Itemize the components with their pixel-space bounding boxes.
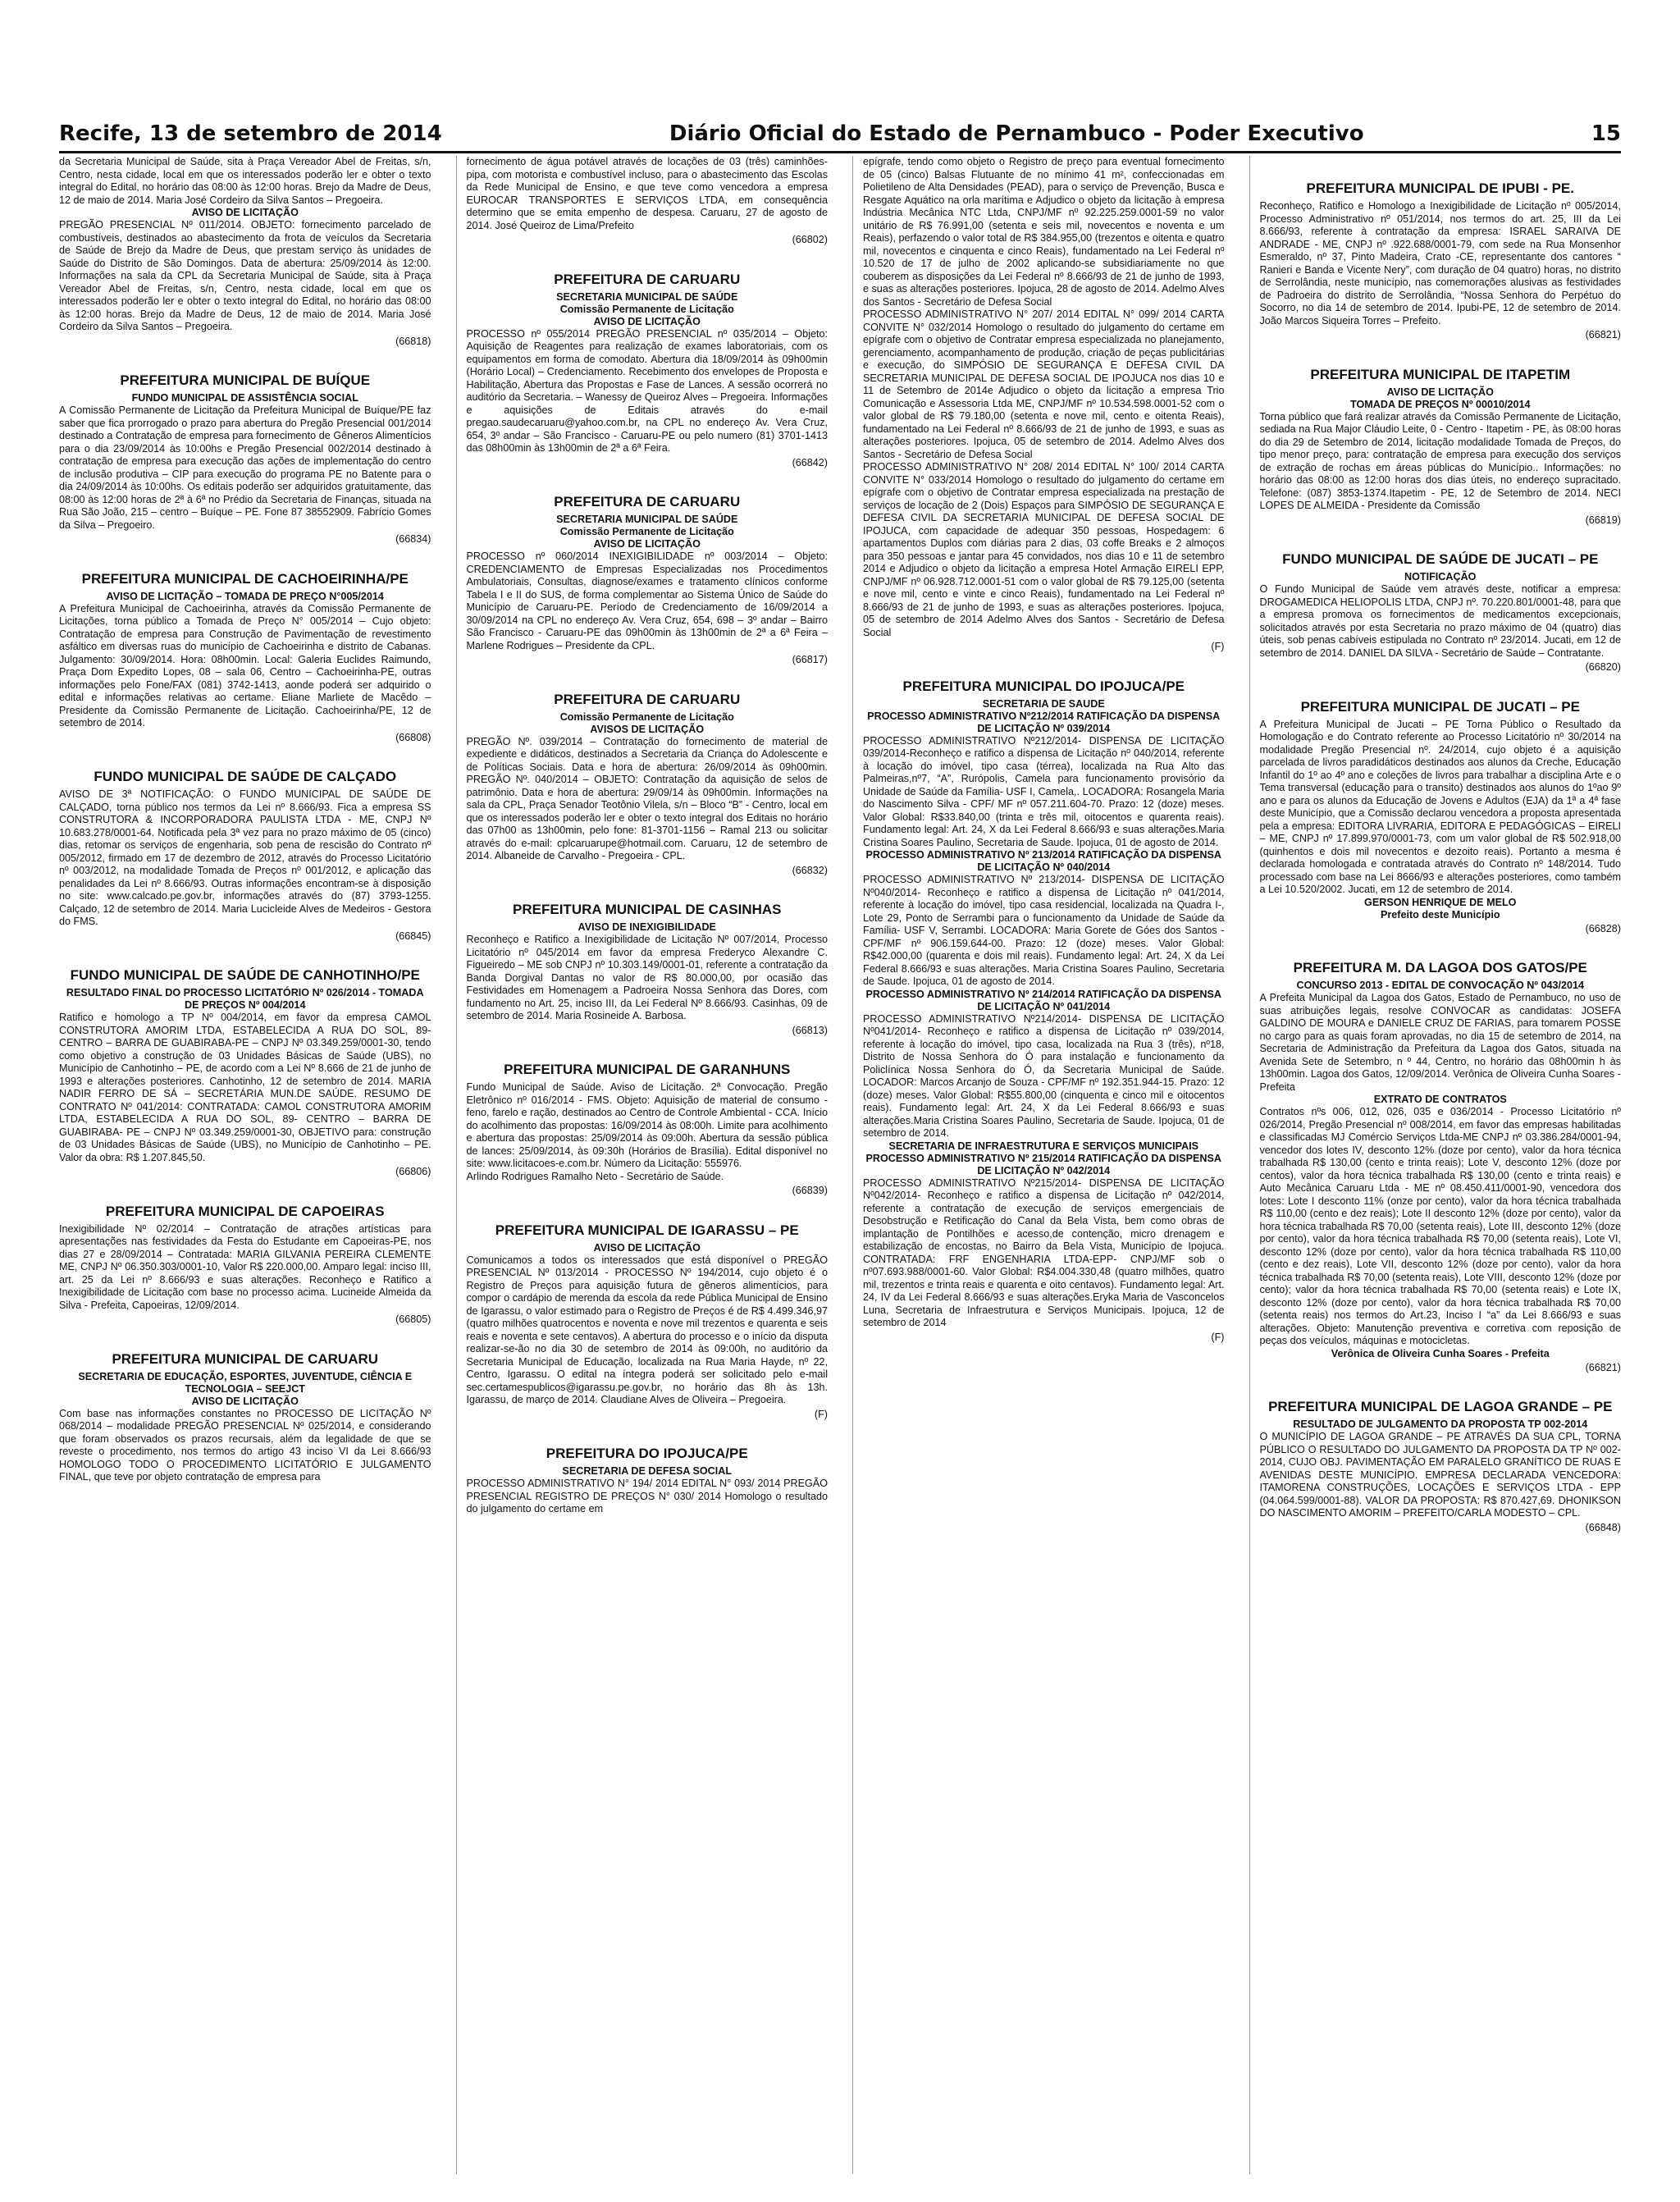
- notice-code: (66828): [1585, 922, 1621, 934]
- notice-subheading: SECRETARIA MUNICIPAL DE SAÚDE: [556, 290, 738, 303]
- page-number: 15: [1591, 121, 1621, 146]
- notice-subheading: Comissão Permanente de Licitação: [559, 710, 734, 723]
- notice-heading: PREFEITURA MUNICIPAL DE GARANHUNS: [504, 1062, 791, 1077]
- notice-code: (66839): [792, 1185, 828, 1196]
- notice-code: (66821): [1585, 329, 1621, 340]
- notice-text: O MUNICÍPIO DE LAGOA GRANDE – PE ATRAVÉS DA SUA CPL, TORNA PÚBLICO O RESULTADO DO JULGAMENTO DA PROPOSTA DA TP Nº 002-2014, CUJO OBJ. PAVIMENTAÇÃO EM PARALELO GRANÍTICO DE RUAS E AVENIDAS DESTE MUNICÍPIO. EMPRESA DECLARADA VENCEDORA: ITAMORENA CONSTRUÇÕES, LOCAÇÕES E SERVIÇOS LTDA - EPP (04.064.599/0001-88). VALOR DA PROPOSTA: R$ 870.427,69. DHONIKSON DO NASCIMENTO AMORIM – PREFEITO/CARLA MODESTO – CPL.: [1259, 1431, 1621, 1519]
- notice-text: Arlindo Rodrigues Ramalho Neto - Secretário de Saúde.: [466, 1170, 724, 1182]
- columns: [59, 156, 1621, 2174]
- column-2: [456, 156, 829, 2174]
- notice-subheading: FUNDO MUNICIPAL DE ASSISTÊNCIA SOCIAL: [131, 392, 358, 404]
- notice-code: (66848): [1585, 1521, 1621, 1533]
- notice-subheading: Comissão Permanente de Licitação: [559, 526, 734, 537]
- notice-heading: PREFEITURA MUNICIPAL DE LAGOA GRANDE – PE: [1268, 1399, 1613, 1414]
- notice-subheading: PROCESSO ADMINISTRATIVO Nº212/2014 RATIFICAÇÃO DA DISPENSA DE LICITAÇÃO Nº 039/2014: [867, 710, 1221, 734]
- notice-code: (66821): [1585, 1361, 1621, 1373]
- notice-subheading: AVISO DE LICITAÇÃO: [191, 1395, 299, 1407]
- notice-text: fornecimento de água potável através de locações de 03 (três) caminhões-pipa, com motorista e combustível incluso, para o abastecimento das Escolas da Rede Municipal de Ensino, e que teve como vencedora a empresa EUROCAR TRANSPORTES E SERVIÇOS LTDA, em consequência determino que se emita empenho de despesa. Caruaru, 27 de agosto de 2014. José Queiroz de Lima/Prefeito: [466, 156, 828, 231]
- notice-text: PROCESSO ADMINISTRATIVO N° 207/ 2014 EDITAL N° 099/ 2014 CARTA CONVITE N° 032/2014 Homologo o resultado do julgamento do certame em epígrafe com o objetivo de Contratar empresa especializada no planejamento, gerenciamento, acompanhamento de produção, criação de peças publicitárias e execução, do SIMPÓSIO DE SEGURANÇA E DEFESA CIVIL DA SECRETARIA MUNICIPAL DE DEFESA SOCIAL DE IPOJUCA nos dias 10 e 11 de Setembro de 2014e Adjudico o objeto da licitação a empresa Trio Comunicação e Assessoria Ltda ME, CNPJ/MF nº 10.534.598.0001-52 com o valor global de R$ 79.180,00 (setenta e nove mil, cento e oitenta Reais), fundamentado na Lei Federal nº 8.666/93 de 21 de junho de 1993, e suas as alterações posteriores. Ipojuca, 05 de setembro de 2014. Adelmo Alves dos Santos - Secretário de Defesa Social: [863, 308, 1225, 460]
- notice-heading: PREFEITURA MUNICIPAL DE IPUBI - PE.: [1306, 180, 1574, 196]
- notice-text: A Prefeita Municipal da Lagoa dos Gatos, Estado de Pernambuco, no uso de suas atribuições legais, resolve CONVOCAR as candidatas: JOSEFA GALDINO DE MOURA e DANIELE CRUZ DE FARIAS, para tomarem POSSE no cargo para as quais foram aprovadas, no dia 15 de setembro de 2014, na Secretaria de Administração da Prefeitura da Lagoa dos Gatos, situada na Avenida Sete de Setembro, n º 44, Centro, no horário das 08h00min h às 13h00min. Lagoa dos Gatos, 12/09/2014. Verônica de Oliveira Cunha Soares - Prefeita: [1259, 992, 1621, 1093]
- notice-subheading: SECRETARIA MUNICIPAL DE SAÚDE: [556, 514, 738, 525]
- notice-subheading: AVISO DE LICITAÇÃO: [191, 207, 299, 218]
- notice-heading: PREFEITURA DE CARUARU: [554, 271, 741, 287]
- notice-subheading: SECRETARIA DE INFRAESTRUTURA E SERVIÇOS MUNICIPAIS PROCESSO ADMINISTRATIVO Nº 215/2014 RATIFICAÇÃO DA DISPENSA DE LICITAÇÃO Nº 042/2014: [865, 1140, 1222, 1176]
- notice-subheading: AVISO DE INEXIGIBILIDADE: [578, 921, 716, 933]
- notice-text: A Comissão Permanente de Licitação da Prefeitura Municipal de Buíque/PE faz saber que fica prorrogado o prazo para abertura do Pregão Presencial 001/2014 destinado a Contratação de empresa para fornecimento de Gêneros Alimentícios para o dia 23/09/2014 às 10:00hs e Pregão Presencial 002/2014 destinado à contratação de empresa para execução das ações de implementação do centro de inclusão produtiva – CIP para execução do programa PE no Batente para o dia 24/09/2014 às 10:00hs. Os editais poderão ser adquiridos gratuitamente, das 08:00 às 12:00 horas de 2ª à 6ª no Prédio da Secretaria de Finanças, situada na Rua São João, 215 – centro – Buíque – PE. Fone 87 38552909. Fabrício Gomes da Silva – Pregoeiro.: [59, 404, 431, 531]
- column-3: [852, 156, 1225, 2174]
- notice-text: O Fundo Municipal de Saúde vem através deste, notificar a empresa: DROGAMEDICA HELIOPOLIS LTDA, CNPJ nº. 70.220.801/0001-48, para que a empresa promova os fornecimentos de medicamentos excepcionais, solicitados através por esta Secretaria no prazo máximo de 04 (quatro) dias úteis, sob penas cabíveis estipulada no Contrato nº 23/2014. Jucati, em 12 de setembro de 2014. DANIEL DA SILVA - Secretário de Saúde – Contratante.: [1259, 583, 1621, 659]
- notice-code: (F): [1211, 641, 1225, 652]
- notice-subheading: Comissão Permanente de Licitação: [559, 303, 734, 315]
- notice-text: A Prefeitura Municipal de Jucati – PE Torna Público o Resultado da Homologação e do Contrato referente ao Processo Licitatório nº 30/2014 na modalidade Pregão Presencial nº. 24/2014, cujo objeto é a aquisição parcelada de livros paradidáticos destinados aos alunos da Creche, Educação Infantil do 1º ao 4º ano e coleções de livros para trabalhar a disciplina Arte e o Tema transversal (educação para o transito) destinados aos alunos do 1ºao 9º ano e para os alunos da Educação de Jovens e Adultos (EJA) da 1ª a 4ª fase deste Município, que a Comissão declarou vencedora a proposta apresentada pela a empresa: EDITORA LIVRARIA, EDITORA E PEDAGÓGICAS – EIRELI – ME, CNPJ nº 17.899.970/0001-73, com um valor global de R$ 502.918,00 (quinhentos e dois mil novecentos e dezoito reais). Portanto a mesma é declarada homologada e contratada através do Contrato nº 148/2014. Tudo processado com base na Lei 8666/93 e alterações posteriores, como também a Lei 10.520/2002. Jucati, em 12 de setembro de 2014.: [1259, 718, 1621, 895]
- notice-heading: PREFEITURA MUNICIPAL DE IGARASSU – PE: [495, 1222, 799, 1238]
- notice-heading: PREFEITURA M. DA LAGOA DOS GATOS/PE: [1293, 960, 1587, 975]
- notice-text: Torna público que fará realizar através da Comissão Permanente de Licitação, sediada na Rua Major Cláudio Leite, 0 - Centro - Itapetim - PE, às 08:00 horas do dia 29 de Setembro de 2014, licitação modalidade Tomada de Preços, do tipo menor preço, para: contratação de empresa para execução dos serviços de extração de rochas em áreas públicas do Município.. Informações: no horário das 08:00 as 12:00 horas dos dias úteis, no endereço supracitado. Telefone: (087) 3853-1374.Itapetim - PE, 12 de Setembro de 2014. NECI LOPES DE ALMEIDA - Presidente da Comissão: [1259, 410, 1621, 511]
- notice-text: PROCESSO ADMINISTRATIVO Nº 213/2014- DISPENSA DE LICITAÇÃO Nº040/2014- Reconheço e ratifico a dispensa de Licitação nº 041/2014, referente à locação do imóvel, tipo casa residencial, localizada na Quadra I-, Lote 29, Ponto de Serrambi para o funcionamento da Unidade de Saúde da Família- USF V, Serrambi. LOCADORA: Maria Gorete de Góes dos Santos - CPF/MF nº 906.159.644-00. Prazo: 12 (doze) meses. Valor Global: R$42.000,00 (quarenta e dois mil reais). Fundamento legal: Art. 24, X da Lei Federal 8.666/93 e suas alterações. Maria Cristina Soares Paulino, Secretaria de Saude. Ipojuca, 01 de agosto de 2014.: [863, 874, 1225, 987]
- masthead-title: Diário Oficial do Estado de Pernambuco - Poder Executivo: [669, 121, 1364, 146]
- notice-code: (66820): [1585, 661, 1621, 673]
- notice-code: (66842): [792, 456, 828, 468]
- notice-text: Reconheço e Ratifico a Inexigibilidade de Licitação Nº 007/2014, Processo Licitatório nº 045/2014 em favor da empresa Frederyco Alexandre C. Figueiredo – ME sob CNPJ nº 10.303.149/0001-01, referente a contratação da Banda Dorgival Dantas no valor de R$ 80.000,00, por ocasião das Festividades em Homenagem a Padroeira Nossa Senhora das Dores, com fundamento no Art. 25, inciso III, da Lei Federal Nº 8.666/93. Casinhas, 09 de setembro de 2014. Maria Rosineide A. Barbosa.: [466, 934, 828, 1021]
- notice-text: Inexigibilidade Nº 02/2014 – Contratação de atrações artísticas para apresentações nas festividades da Festa do Estudante em Capoeiras-PE, nos dias 27 e 28/09/2014 – Contratada: MARIA GILVANIA PEREIRA CLEMENTE ME, CNPJ Nº 06.350.303/0001-10, Valor R$ 220.000,00. Amparo legal: inciso III, art. 25 da Lei nº 8.666/93 e suas alterações. Reconheço e Ratifico a Inexigibilidade de Licitação com base no processo acima. Lucineide Almeida da Silva - Prefeita, Capoeiras, 12/09/2014.: [59, 1222, 431, 1311]
- notice-text: epígrafe, tendo como objeto o Registro de preço para eventual fornecimento de 05 (cinco) Balsas Flutuante de no mínimo 41 m², confeccionadas em Polietileno de Alta Densidades (PEAD), para o serviço de Prevenção, Busca e Resgate Aquático na orla marítima e Adjudico o objeto da licitação à empresa Indústria Mecânica NTC Ltda, CNPJ/MF nº 92.225.259.0001-59 no valor unitário de R$ 76.991,00 (setenta e seis mil, novecentos e noventa e um Reais), perfazendo o valor total de R$ 384.955,00 (trezentos e oitenta e quatro mil, novecentos e cinquenta e cinco Reais), fundamentado na Lei Federal nº 10.520 de 17 de julho de 2002 aplicando-se subsidiariamente no que couberem as disposições da Lei Federal nº 8.666/93 de 21 de junho de 1993, e suas as alterações posteriores. Ipojuca, 28 de agosto de 2014. Adelmo Alves dos Santos - Secretário de Defesa Social: [863, 156, 1225, 308]
- notice-text: Reconheço, Ratifico e Homologo a Inexigibilidade de Licitação nº 005/2014, Processo Administrativo nº 051/2014, nos termos do art. 25, III da Lei 8.666/93, referente à contratação da empresa: ISRAEL SARAIVA DE ANDRADE - ME, CNPJ nº .922.688/0001-79, com sede na Rua Monsenhor Esmeraldo, nº 37, Pinto Madeira, Crato -CE, representante dos cantores “ Ranieri e Banda e Vicente Nery”, com duração de 04 quatro) horas, no distrito de Serrolândia, neste município, nas comemorações alusivas as festividades de Padroeira do distrito de Serrolândia, “Nossa Senhora do Perpétuo do Socorro, no dia 14 de setembro de 2014. Ipubi-PE, 12 de setembro de 2014. João Marcos Siqueira Torres – Prefeito.: [1259, 200, 1621, 327]
- notice-text: PROCESSO ADMINISTRATIVO Nº215/2014- DISPENSA DE LICITAÇÃO Nº042/2014- Reconheço e ratifico a dispensa de Licitação nº 042/2014, referente a contratação de execução de serviços emergenciais de Desobstrução e Retificação do Canal da Bela Vista, bem como obras de implantação de Pontilhões e acesso,de contenção, micro drenagem e estabilização de encostas, no Bairro da Bela Vista, Município de Ipojuca. CONTRATADA: FRF ENGENHARIA LTDA-EPP- CNPJ/MF sob o nº07.693.988/0001-60. Valor Global: R$4.004.330,48 (quatro milhões, quatro mil, trezentos e trinta reais e quarenta e oito centavos). Fundamento legal: Art. 24, IV da Lei Federal 8.666/93 e suas alterações.Eryka Maria de Vasconcelos Luna, Secretaria de Infraestrutura e Serviços Municipais. Ipojuca, 12 de setembro de 2014: [863, 1176, 1225, 1328]
- notice-heading: PREFEITURA MUNICIPAL DE CASINHAS: [513, 902, 782, 917]
- notice-text: PREGÃO Nº. 039/2014 – Contratação do fornecimento de material de expediente e didáticos, destinados a Secretaria da Criança do Adolescente e de Políticas Sociais. Data e hora de abertura: 26/09/2014 às 09h00min. PREGÃO Nº. 040/2014 – OBJETO: Contratação da aquisição de selos de patrimônio. Data e hora de abertura: 29/09/14 às 09h00min. Informações na sala da CPL, Praça Senador Teotônio Vilela, s/n – Bloco “B” - Centro, local em que os interessados poderão ler e obter o texto integral dos Editais no horário das 07h00 as 13h00min, pelo fone: 81-3701-1156 – Ramal 213 ou solicitar através do e-mail: cplcaruarupe@hotmail.com. Caruaru, 12 de setembro de 2014. Albaneide de Carvalho - Pregoeira - CPL.: [466, 735, 828, 861]
- notice-text: Ratifico e homologo a TP Nº 004/2014, em favor da empresa CAMOL CONSTRUTORA AMORIM LTDA, ESTABELECIDA A RUA DO SOL, 89- CENTRO – BARRA DE GUABIRABA-PE – CNPJ Nº 03.349.259/0001-30, tendo como objetivo a construção de 03 Unidades Básicas de Saúde (UBS), no Município de Canhotinho – PE, de acordo com a Lei Nº 8.666 de 21 de junho de 1993 e alterações posteriores. Canhotinho, 12 de setembro de 2014. MARIA NADIR FERRO DE SÁ – SECRETÁRIA MUN.DE SAÚDE. RESUMO DE CONTRATO Nº 041/2014: CONTRATADA: CAMOL CONSTRUTORA AMORIM LTDA, ESTABELECIDA A RUA DO SOL, 89- CENTRO – BARRA DE GUABIRABA- PE – CNPJ Nº 03.349.259/0001-30, OBJETIVO para: construção de 03 Unidades Básicas de Saúde (UBS), no Município de Canhotinho – PE. Valor da obra: R$ 1.207.845,50.: [59, 1012, 431, 1163]
- notice-heading: PREFEITURA MUNICIPAL DE CACHOEIRINHA/PE: [81, 570, 409, 587]
- notice-heading: PREFEITURA MUNICIPAL DO IPOJUCA/PE: [902, 678, 1185, 694]
- notice-heading: PREFEITURA MUNICIPAL DE CAPOEIRAS: [105, 1203, 385, 1219]
- notice-text: PROCESSO nº 055/2014 PREGÃO PRESENCIAL nº 035/2014 – Objeto: Aquisição de Reagentes para realização de exames laboratoriais, com os equipamentos em forma de comodato. Abertura dia 18/09/2014 às 09h00min (Horário Local) – Credenciamento. Recebimento dos envelopes de Proposta e Habilitação, Abertura das Propostas e Fase de Lances. A sessão ocorrerá no auditório da Secretaria. – Wanessy de Queiroz Alves – Pregoeira. Informações e aquisições de Editais através do e-mail pregao.saudecaruaru@yahoo.com.br, na CPL no endereço Av. Vera Cruz, 654, 3º andar – São Francisco - Caruaru-PE ou pelo numero (81) 3701-1413 das 08h00min às 13h00min de 2ª a 6ª Feira.: [466, 327, 828, 454]
- notice-text: PROCESSO ADMINISTRATIVO N° 194/ 2014 EDITAL N° 093/ 2014 PREGÃO PRESENCIAL REGISTRO DE PREÇOS N° 030/ 2014 Homologo o resultado do julgamento do certame em: [466, 1478, 828, 1514]
- notice-heading: PREFEITURA DE CARUARU: [554, 494, 741, 509]
- notice-text: Comunicamos a todos os interessados que está disponível o PREGÃO PRESENCIAL Nº 013/2014 - PROCESSO Nº 194/2014, cujo objeto é o Registro de Preços para aquisição futura de gêneros alimentícios, para compor o cardápio de merenda da escola da rede Pública Municipal de Ensino de Igarassu, o valor estimado para o Registro de Preços é de R$ 4.499.346,97 (quatro milhões quatrocentos e noventa e nove mil trezentos e quarenta e seis reais e noventa e sete centavos). A abertura do processo e o início da disputa realizar-se-ão no dia 30 de setembro de 2014 às 09:00h, no auditório da Secretaria Municipal de Educação, localizada na Rua Maria Hayde, nº 22, Centro, Igarassu. O edital na íntegra poderá ser solicitado pelo e-mail sec.certamespublicos@igarassu.pe.gov.br, no horário das 8h às 13h. Igarassu, de março de 2014. Claudiane Alves de Oliveira – Pregoeira.: [466, 1254, 828, 1405]
- notice-code: (66813): [792, 1024, 828, 1036]
- notice-heading: PREFEITURA MUNICIPAL DE ITAPETIM: [1310, 366, 1571, 382]
- notice-subheading: AVISO DE LICITAÇÃO – TOMADA DE PREÇO N°005/2014: [106, 590, 384, 602]
- notice-code: (F): [814, 1408, 828, 1420]
- notice-subheading: AVISO DE LICITAÇÃO: [1386, 386, 1494, 398]
- notice-code: (66819): [1585, 514, 1621, 526]
- notice-text: A Prefeitura Municipal de Cachoeirinha, através da Comissão Permanente de Licitações, torna público a Tomada de Preço N° 005/2014 – Cujo objeto: Contratação de empresa para Construção de Pavimentação de revestimento asfáltico em diversas ruas do município de Cachoeirinha e distrito de Cabanas. Julgamento: 30/09/2014. Hora: 08h00min. Local: Galeria Euclides Raimundo, Praça Dom Expedito Lopes, 08 – sala 06, Centro – Cachoeirinha-PE, outras informações pelo Fone/FAX (081) 3742-1413, aonde poderá ser adquirido o edital e informações relativas ao certame. Eliane Marliete de Macêdo – Presidente da Comissão Permanente de Licitação. Cachoeirinha/PE, 12 de setembro de 2014.: [59, 602, 431, 729]
- notice-code: (66845): [395, 930, 431, 942]
- notice-heading: FUNDO MUNICIPAL DE SAÚDE DE CALÇADO: [94, 769, 397, 784]
- notice-subheading: AVISO DE LICITAÇÃO: [593, 315, 701, 327]
- notice-heading: PREFEITURA MUNICIPAL DE BUÍQUE: [120, 372, 371, 388]
- notice-code: (66834): [395, 533, 431, 545]
- masthead-date: Recife, 13 de setembro de 2014: [59, 121, 442, 146]
- column-4: [1249, 156, 1622, 2174]
- notice-text: PROCESSO ADMINISTRATIVO N° 208/ 2014 EDITAL N° 100/ 2014 CARTA CONVITE N° 033/2014 Homologo o resultado do julgamento do certame em epígrafe com o objetivo de Contratar empresa especializada na prestação de serviços de locação de 2 (Dois) Espaços para SIMPÓSIO DE SEGURANÇA E DEFESA CIVIL DA SECRETARIA MUNICIPAL DE DEFESA SOCIAL DE IPOJUCA, com capacidade de adequar 350 pessoas, Hospedagem: 6 apartamentos Duplos com diárias para 2 dias, 03 coffe Breaks e 2 almoços para 350 pessoas e jantar para 45 convidados, nos dias 10 e 11 de setembro 2014 e Adjudico o objeto da licitação a empresa Hotel Armação EIRELI EPP, CNPJ/MF nº 06.928.712.0001-51 com o valor global de R$ 79.125,00 (setenta e nove mil, cento e vinte e cinco Reais), fundamentado na Lei Federal nº 8.666/93 de 21 de junho de 1993, e suas as alterações posteriores. Ipojuca, 05 de setembro de 2014 Adelmo Alves dos Santos - Secretário de Defesa Social: [863, 461, 1225, 638]
- notice-text: PROCESSO ADMINISTRATIVO Nº214/2014- DISPENSA DE LICITAÇÃO Nº041/2014- Reconheço e ratifico a dispensa de Licitação nº 039/2014, referente à locação do imóvel, tipo casa, localizada na Rua 3 (três), nº18, Distrito de Nossa Senhora do Ó para instalação e funcionamento da Policlínica Nossa Senhora do Ó, da Secretaria Municipal de Saúde. LOCADOR: Marcos Arcanjo de Souza - CPF/MF nº 192.351.944-15. Prazo: 12 (doze) meses. Valor Global: R$55.800,00 (cinquenta e cinco mil e oitocentos reais). Fundamento legal: Art. 24, X da Lei Federal 8.666/93 e suas alterações.Maria Cristina Soares Paulino, Secretaria de Saude. Ipojuca, 01 de setembro de 2014.: [863, 1012, 1225, 1139]
- notice-heading: PREFEITURA DE CARUARU: [554, 691, 741, 707]
- notice-heading: PREFEITURA DO IPOJUCA/PE: [546, 1446, 748, 1461]
- notice-heading: FUNDO MUNICIPAL DE SAÚDE DE JUCATI – PE: [1282, 551, 1599, 567]
- notice-code: (66818): [395, 335, 431, 347]
- notice-text: PREGÃO PRESENCIAL Nº 011/2014. OBJETO: fornecimento parcelado de combustíveis, destinados ao abastecimento da frota de veículos da Secretaria de Saúde de Brejo da Madre de Deus, que prestam serviço às unidades de Saúde do Distrito de São Domingos. Data de abertura: 25/09/2014 às 12:00. Informações na sala da CPL da Secretaria Municipal de Saúde, sita à Praça Vereador Abel de Freitas, s/n, Centro, nesta cidade, local em que os interessados poderão ler e obter o texto integral do Edital, no horário das 08:00 às 12:00 horas. Brejo da Madre de Deus, 12 de maio de 2014. Maria José Cordeiro da Silva Santos – Pregoeira.: [59, 219, 431, 332]
- notice-subheading: TOMADA DE PREÇOS Nº 00010/2014: [1350, 398, 1531, 410]
- notice-code: (66802): [792, 234, 828, 245]
- notice-heading: PREFEITURA MUNICIPAL DE CARUARU: [112, 1350, 379, 1367]
- notice-subheading: AVISOS DE LICITAÇÃO: [590, 723, 705, 735]
- notice-code: (66832): [792, 864, 828, 876]
- notice-subheading: AVISO DE LICITAÇÃO: [593, 538, 701, 550]
- notice-subheading: PROCESSO ADMINISTRATIVO Nº 214/2014 RATIFICAÇÃO DA DISPENSA DE LICITAÇÃO Nº 041/2014: [865, 988, 1222, 1012]
- notice-text: PROCESSO nº 060/2014 INEXIGIBILIDADE nº 003/2014 – Objeto: CREDENCIAMENTO de Empresas Especializadas nos Procedimentos Ambulatoriais, Consultas, diagnose/exames e tratamento clínicos conforme Tabela I e II do SUS, de forma complementar ao Sistema Único de Saúde do Município de Caruaru-PE. Período de Credenciamento de 16/09/2014 a 30/09/2014 na CPL no endereço Av. Vera Cruz, 654, 698 – 3º andar – Bairro São Francisco - Caruaru-PE das 09h00min às 13h00min de 2ª a 6ª Feira – Marlene Rodrigues – Presidente da CPL.: [466, 550, 828, 651]
- notice-code: (66817): [792, 654, 828, 665]
- masthead: [59, 113, 1621, 153]
- notice-text: AVISO DE 3ª NOTIFICAÇÃO: O FUNDO MUNICIPAL DE SAÚDE DE CALÇADO, torna público nos termos da Lei nº 8.666/93. Fica a empresa SS CONSTRUTORA & INCORPORADORA PAULISTA LTDA - ME, CNPJ Nº 10.683.278/0001-64. Notificada pela 3ª vez para no prazo máximo de 05 (cinco) dias, retomar os serviços de engenharia, sob pena de rescisão do Contrato nº 005/2012, firmado em 17 de dezembro de 2012, através do Processo Licitatório nº 003/2012, na modalidade Tomada de Preços nº 001/2012, e aplicação das penalidades da Lei nº 8.666/93. Outras informações encontram-se à disposição no site: www.calcado.pe.gov.br, informações através do (87) 3793-1255. Calçado, 12 de setembro de 2014. Maria Lucicleide Alves de Medeiros - Gestora do FMS.: [59, 788, 431, 927]
- notice-code: (66808): [395, 731, 431, 743]
- notice-heading: FUNDO MUNICIPAL DE SAÚDE DE CANHOTINHO/PE: [70, 967, 420, 983]
- notice-text: PROCESSO ADMINISTRATIVO Nº212/2014- DISPENSA DE LICITAÇÃO 039/2014-Reconheço e ratifico a dispensa de Licitação nº 040/2014, referente à locação do imóvel, tipo casa (térrea), localizada na Rua Alto das Palmeiras,nº7, “A”, Rurópolis, Camela para funcionamento provisório da Unidade de Saúde da Família- USF I, Camela,. LOCADORA: Rosangela Maria do Nascimento Silva - CPF/ MF nº 057.211.604-70. Prazo: 12 (doze) meses. Valor Global: R$33.840,00 (trinta e três mil, oitocentos e quarenta reais). Fundamento legal: Art. 24, X da Lei Federal 8.666/93 e suas alterações.Maria Cristina Soares Paulino, Secretaria de Saude. Ipojuca, 01 de agosto de 2014.: [863, 734, 1225, 848]
- notice-subheading: SECRETARIA DE EDUCAÇÃO, ESPORTES, JUVENTUDE, CIÊNCIA E TECNOLOGIA – SEEJCT: [78, 1370, 413, 1395]
- notice-text: Contratos nºs 006, 012, 026, 035 e 036/2014 - Processo Licitatório nº 026/2014, Pregão Presencial nº 008/2014, em favor das empresas habilitadas e classificadas MJ Comércio Serviços Ltda-ME CNPJ nº 03.386.284/0001-94, vencedor dos lotes IV, desconto 12% (doze por cento), valor da hora técnica trabalhada R$ 130,00 (cento e trinta reais); Lote V, desconto 12% (doze por centos), valor da hora técnica trabalhada R$ 130,00 (cento e trinta reais) e Auto Mecânica Caruaru Ltda - ME nº 08.450.411/0001-90, vencedora dos lotes: Lote I desconto 11% (onze por cento), valor da hora técnica trabalhada R$ 110,00 (cento e dez reais); Lote II desconto 12% (doze por cento), valor da hora técnica trabalhada R$ 70,00 (setenta reais), Lote III, desconto 12% (doze por cento), valor da hora técnica trabalhada R$ 70,00 (setenta reais), Lote VI, desconto 12% (doze por cento), valor da hora técnica trabalhada R$ 110,00 (cento e dez reais), Lote VII, desconto 12% (doze por cento), valor da hora técnica trabalhada R$ 70,00 (setenta reais), Lote VIII, desconto 12% (doze por cento); valor da hora técnica trabalhada R$ 70,00 (setenta reais) e Lote IX, desconto 12% (doze por cento), valor da hora técnica trabalhada R$ 70,00 (setenta reais) nos termos do Art.23, Inciso I “a” da Lei 8.666/93 e suas alterações. Objeto: Manutenção preventiva e corretiva com reposição de peças dos veículos, máquinas e motocicletas.: [1259, 1106, 1621, 1346]
- notice-text: Fundo Municipal de Saúde. Aviso de Licitação. 2ª Convocação. Pregão Eletrônico nº 016/2014 - FMS. Objeto: Aquisição de material de consumo - feno, farelo e ração, destinados ao Centro de Controle Ambiental - CCA. Início do acolhimento das propostas: 16/09/2014 às 08:00h. Limite para acolhimento e abertura das propostas: 25/09/2014 às 09:00h. Abertura da sessão pública de lances: 25/09/2014, às 09:30h (Horários de Brasília). Edital disponível no site: www.licitacoes-e.com.br. Número da Licitação: 555976.: [466, 1081, 828, 1169]
- notice-subheading: SECRETARIA DE DEFESA SOCIAL: [562, 1465, 733, 1477]
- notice-subheading: EXTRATO DE CONTRATOS: [1373, 1094, 1507, 1105]
- notice-code: (F): [1211, 1331, 1225, 1343]
- notice-subheading: RESULTADO DE JULGAMENTO DA PROPOSTA TP 002-2014: [1293, 1419, 1588, 1430]
- notice-subheading: NOTIFICAÇÃO: [1404, 571, 1477, 582]
- notice-text: da Secretaria Municipal de Saúde, sita à Praça Vereador Abel de Freitas, s/n, Centro, nesta cidade, local em que os interessados poderão ler e obter o texto integral do Edital, no horário das 08:00 às 12:00 horas. Brejo da Madre de Deus, 12 de maio de 2014. Maria José Cordeiro da Silva Santos – Pregoeira.: [59, 156, 431, 206]
- notice-text: Com base nas informações constantes no PROCESSO DE LICITAÇÃO Nº 068/2014 – modalidade PREGÃO PRESENCIAL Nº 025/2014, e considerando que foram observados os prazos recursais, além da legalidade de que se reveste o procedimento, nos termos do artigo 43 inciso VI da Lei 8.666/93 HOMOLOGO TODO O PROCEDIMENTO LICITATÓRIO E JULGAMENTO FINAL, que teve por objeto contratação de empresa para: [59, 1407, 431, 1482]
- notice-subheading: Prefeito deste Município: [1380, 908, 1500, 921]
- notice-subheading: Verônica de Oliveira Cunha Soares - Prefeita: [1331, 1347, 1550, 1359]
- notice-subheading: RESULTADO FINAL DO PROCESSO LICITATÓRIO Nº 026/2014 - TOMADA DE PREÇOS Nº 004/2014: [66, 987, 424, 1011]
- notice-subheading: CONCURSO 2013 - EDITAL DE CONVOCAÇÃO Nº 043/2014: [1296, 980, 1585, 991]
- notice-heading: PREFEITURA MUNICIPAL DE JUCATI – PE: [1300, 698, 1580, 715]
- notice-code: (66805): [395, 1313, 431, 1325]
- notice-subheading: AVISO DE LICITAÇÃO: [593, 1241, 701, 1254]
- notice-subheading: PROCESSO ADMINISTRATIVO Nº 213/2014 RATIFICAÇÃO DA DISPENSA DE LICITAÇÃO Nº 040/2014: [865, 849, 1222, 873]
- notice-subheading: SECRETARIA DE SAUDE: [982, 697, 1105, 710]
- notice-code: (66806): [395, 1166, 431, 1177]
- column-1: [59, 156, 431, 2174]
- notice-subheading: GERSON HENRIQUE DE MELO: [1364, 896, 1517, 908]
